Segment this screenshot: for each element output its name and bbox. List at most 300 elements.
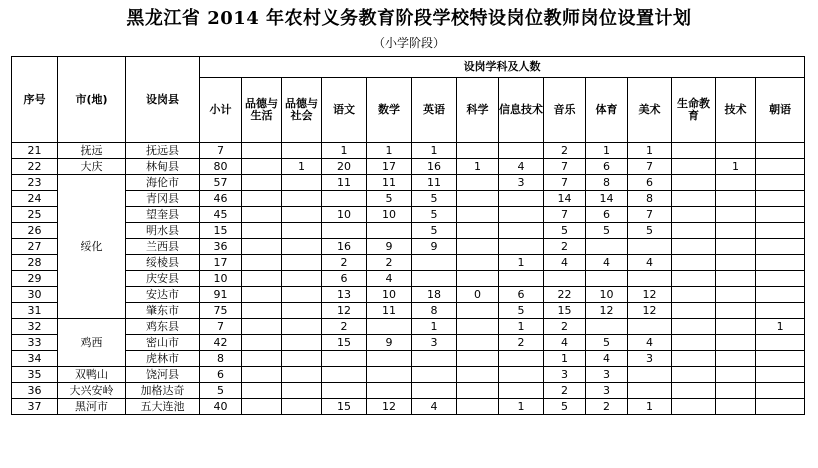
- cell-value: [457, 399, 499, 415]
- cell-value: [716, 271, 756, 287]
- cell-value: [282, 223, 322, 239]
- cell-value: [756, 287, 805, 303]
- cell-value: [457, 143, 499, 159]
- cell-value: 1: [282, 159, 322, 175]
- cell-value: [282, 191, 322, 207]
- cell-value: 15: [200, 223, 242, 239]
- cell-seq: 27: [12, 239, 58, 255]
- cell-value: 2: [544, 383, 586, 399]
- cell-value: [457, 191, 499, 207]
- cell-value: [499, 383, 544, 399]
- cell-county: 明水县: [126, 223, 200, 239]
- cell-value: [457, 303, 499, 319]
- cell-value: [367, 367, 412, 383]
- cell-value: 6: [322, 271, 367, 287]
- cell-value: 5: [544, 223, 586, 239]
- cell-value: [756, 399, 805, 415]
- cell-value: 9: [367, 335, 412, 351]
- cell-seq: 37: [12, 399, 58, 415]
- cell-value: 80: [200, 159, 242, 175]
- cell-county: 加格达奇: [126, 383, 200, 399]
- cell-value: 5: [628, 223, 672, 239]
- table-row: [12, 383, 805, 399]
- cell-value: 1: [628, 399, 672, 415]
- table-row: [12, 271, 805, 287]
- cell-value: [672, 223, 716, 239]
- cell-value: 15: [322, 399, 367, 415]
- cell-value: 36: [200, 239, 242, 255]
- cell-value: [672, 191, 716, 207]
- cell-county: 抚远县: [126, 143, 200, 159]
- cell-value: 7: [200, 319, 242, 335]
- cell-seq: 21: [12, 143, 58, 159]
- cell-value: 5: [412, 191, 457, 207]
- cell-value: 13: [322, 287, 367, 303]
- cell-value: [716, 399, 756, 415]
- cell-value: [756, 223, 805, 239]
- cell-value: 45: [200, 207, 242, 223]
- cell-value: [716, 335, 756, 351]
- cell-value: [756, 383, 805, 399]
- cell-value: [282, 399, 322, 415]
- cell-county: 青冈县: [126, 191, 200, 207]
- cell-value: [716, 223, 756, 239]
- cell-value: 11: [367, 303, 412, 319]
- cell-value: [672, 287, 716, 303]
- cell-value: 1: [412, 319, 457, 335]
- cell-value: [716, 143, 756, 159]
- cell-value: [628, 239, 672, 255]
- header-subject: 科学: [457, 78, 499, 143]
- cell-value: 16: [322, 239, 367, 255]
- cell-value: [457, 383, 499, 399]
- cell-value: [412, 255, 457, 271]
- cell-value: [282, 367, 322, 383]
- cell-value: 5: [412, 207, 457, 223]
- cell-value: 1: [499, 399, 544, 415]
- cell-value: 12: [586, 303, 628, 319]
- cell-value: 6: [200, 367, 242, 383]
- cell-value: [242, 159, 282, 175]
- header-subject: 语文: [322, 78, 367, 143]
- cell-value: [282, 319, 322, 335]
- cell-value: [499, 191, 544, 207]
- table-row: [12, 239, 805, 255]
- cell-value: [672, 335, 716, 351]
- cell-value: 1: [628, 143, 672, 159]
- cell-value: 7: [544, 159, 586, 175]
- cell-value: [716, 207, 756, 223]
- cell-value: 22: [544, 287, 586, 303]
- cell-seq: 30: [12, 287, 58, 303]
- cell-value: [586, 271, 628, 287]
- cell-value: [242, 351, 282, 367]
- cell-value: 15: [544, 303, 586, 319]
- cell-county: 海伦市: [126, 175, 200, 191]
- cell-value: 8: [586, 175, 628, 191]
- cell-value: 6: [499, 287, 544, 303]
- cell-value: [242, 207, 282, 223]
- cell-value: 6: [586, 159, 628, 175]
- cell-value: [672, 399, 716, 415]
- table-row: [12, 191, 805, 207]
- cell-value: [242, 367, 282, 383]
- cell-value: 5: [200, 383, 242, 399]
- cell-value: [322, 383, 367, 399]
- header-city: 市(地): [58, 57, 126, 143]
- cell-value: 1: [716, 159, 756, 175]
- cell-value: 91: [200, 287, 242, 303]
- cell-value: 1: [499, 255, 544, 271]
- cell-value: [282, 383, 322, 399]
- cell-value: [367, 383, 412, 399]
- cell-value: [756, 175, 805, 191]
- cell-value: 1: [322, 143, 367, 159]
- cell-seq: 22: [12, 159, 58, 175]
- cell-value: 3: [628, 351, 672, 367]
- cell-value: 12: [628, 303, 672, 319]
- cell-value: 8: [628, 191, 672, 207]
- cell-value: [756, 303, 805, 319]
- table-row: [12, 351, 805, 367]
- cell-value: [499, 143, 544, 159]
- cell-city: 大庆: [58, 159, 126, 175]
- cell-value: [628, 383, 672, 399]
- cell-value: 3: [586, 367, 628, 383]
- cell-county: 鸡东县: [126, 319, 200, 335]
- table-row: [12, 159, 805, 175]
- cell-value: [586, 239, 628, 255]
- header-subject: 生命教育: [672, 78, 716, 143]
- table-row: [12, 319, 805, 335]
- cell-value: 7: [544, 175, 586, 191]
- cell-value: 46: [200, 191, 242, 207]
- cell-value: 7: [544, 207, 586, 223]
- header-subject: 美术: [628, 78, 672, 143]
- cell-county: 虎林市: [126, 351, 200, 367]
- table-row: [12, 335, 805, 351]
- cell-city: 黑河市: [58, 399, 126, 415]
- cell-value: 6: [586, 207, 628, 223]
- cell-value: 5: [586, 335, 628, 351]
- cell-value: 2: [367, 255, 412, 271]
- cell-value: 2: [544, 143, 586, 159]
- cell-value: 10: [200, 271, 242, 287]
- cell-value: [282, 303, 322, 319]
- cell-value: [756, 367, 805, 383]
- cell-value: [672, 351, 716, 367]
- cell-value: [716, 367, 756, 383]
- cell-value: [672, 319, 716, 335]
- cell-value: [499, 367, 544, 383]
- cell-value: 4: [628, 335, 672, 351]
- cell-seq: 33: [12, 335, 58, 351]
- cell-value: 1: [544, 351, 586, 367]
- cell-seq: 29: [12, 271, 58, 287]
- cell-value: [282, 207, 322, 223]
- cell-county: 望奎县: [126, 207, 200, 223]
- cell-value: 2: [586, 399, 628, 415]
- cell-seq: 28: [12, 255, 58, 271]
- table-row: [12, 287, 805, 303]
- cell-value: 2: [322, 319, 367, 335]
- cell-value: 12: [322, 303, 367, 319]
- cell-value: [457, 239, 499, 255]
- cell-county: 肇东市: [126, 303, 200, 319]
- cell-value: [282, 271, 322, 287]
- table-row: [12, 303, 805, 319]
- cell-value: [457, 207, 499, 223]
- header-seq: 序号: [12, 57, 58, 143]
- cell-value: [457, 335, 499, 351]
- cell-value: [367, 351, 412, 367]
- cell-value: [242, 319, 282, 335]
- header-subject: 音乐: [544, 78, 586, 143]
- cell-value: [672, 383, 716, 399]
- cell-value: [322, 367, 367, 383]
- cell-value: [672, 239, 716, 255]
- cell-value: 20: [322, 159, 367, 175]
- cell-value: 3: [412, 335, 457, 351]
- cell-value: [457, 319, 499, 335]
- cell-value: 1: [756, 319, 805, 335]
- table-row: [12, 367, 805, 383]
- cell-value: [756, 351, 805, 367]
- cell-value: 5: [544, 399, 586, 415]
- cell-value: 10: [367, 287, 412, 303]
- cell-value: [242, 191, 282, 207]
- table-row: [12, 175, 805, 191]
- cell-value: 10: [322, 207, 367, 223]
- cell-value: 0: [457, 287, 499, 303]
- cell-value: [412, 271, 457, 287]
- cell-value: [672, 207, 716, 223]
- cell-value: 6: [628, 175, 672, 191]
- cell-county: 林甸县: [126, 159, 200, 175]
- cell-value: [672, 143, 716, 159]
- cell-value: [457, 271, 499, 287]
- cell-value: [457, 351, 499, 367]
- header-subject: 品德与社会: [282, 78, 322, 143]
- cell-value: 4: [544, 335, 586, 351]
- cell-county: 绥棱县: [126, 255, 200, 271]
- cell-value: [242, 303, 282, 319]
- cell-value: [499, 207, 544, 223]
- cell-seq: 32: [12, 319, 58, 335]
- document-title: 黑龙江省 2014 年农村义务教育阶段学校特设岗位教师岗位设置计划: [126, 8, 692, 29]
- cell-value: [756, 191, 805, 207]
- cell-value: 14: [586, 191, 628, 207]
- cell-value: [756, 255, 805, 271]
- cell-value: 2: [544, 319, 586, 335]
- cell-county: 庆安县: [126, 271, 200, 287]
- cell-value: [716, 255, 756, 271]
- cell-value: 7: [200, 143, 242, 159]
- cell-value: 2: [322, 255, 367, 271]
- cell-value: [716, 351, 756, 367]
- header-subject: 技术: [716, 78, 756, 143]
- cell-value: 4: [628, 255, 672, 271]
- cell-value: [242, 143, 282, 159]
- cell-value: 5: [586, 223, 628, 239]
- cell-value: [282, 239, 322, 255]
- cell-value: 8: [200, 351, 242, 367]
- cell-value: [322, 191, 367, 207]
- header-subject: 数学: [367, 78, 412, 143]
- cell-value: [282, 335, 322, 351]
- cell-value: [756, 271, 805, 287]
- cell-seq: 25: [12, 207, 58, 223]
- cell-value: [672, 175, 716, 191]
- cell-value: 11: [367, 175, 412, 191]
- table-row: [12, 223, 805, 239]
- cell-seq: 23: [12, 175, 58, 191]
- cell-value: 4: [367, 271, 412, 287]
- cell-value: 5: [412, 223, 457, 239]
- cell-value: 18: [412, 287, 457, 303]
- cell-value: [628, 367, 672, 383]
- cell-value: [282, 351, 322, 367]
- cell-value: 2: [499, 335, 544, 351]
- cell-city: 鸡西: [58, 319, 126, 367]
- header-subject-group: 设岗学科及人数: [200, 57, 805, 78]
- header-subject: 体育: [586, 78, 628, 143]
- cell-value: 11: [412, 175, 457, 191]
- cell-value: 10: [367, 207, 412, 223]
- header-county: 设岗县: [126, 57, 200, 143]
- cell-value: 57: [200, 175, 242, 191]
- cell-value: 1: [412, 143, 457, 159]
- header-subject: 朝语: [756, 78, 805, 143]
- cell-value: 12: [367, 399, 412, 415]
- table-row: [12, 207, 805, 223]
- cell-value: [756, 207, 805, 223]
- cell-value: 7: [628, 159, 672, 175]
- cell-value: [672, 367, 716, 383]
- cell-value: [242, 175, 282, 191]
- table-row: [12, 143, 805, 159]
- header-subject: 英语: [412, 78, 457, 143]
- cell-county: 五大连池: [126, 399, 200, 415]
- cell-value: 15: [322, 335, 367, 351]
- cell-value: 3: [499, 175, 544, 191]
- cell-value: 17: [367, 159, 412, 175]
- cell-value: 4: [412, 399, 457, 415]
- cell-value: [367, 319, 412, 335]
- cell-value: 10: [586, 287, 628, 303]
- cell-value: [282, 287, 322, 303]
- cell-value: [412, 383, 457, 399]
- header-subject: 信息技术: [499, 78, 544, 143]
- cell-value: [282, 255, 322, 271]
- table-row: [12, 399, 805, 415]
- cell-value: [242, 223, 282, 239]
- cell-value: [457, 255, 499, 271]
- cell-value: [716, 319, 756, 335]
- cell-value: 1: [457, 159, 499, 175]
- cell-value: 1: [367, 143, 412, 159]
- cell-value: 42: [200, 335, 242, 351]
- cell-value: [672, 271, 716, 287]
- cell-value: 75: [200, 303, 242, 319]
- cell-value: [367, 223, 412, 239]
- cell-value: [412, 351, 457, 367]
- cell-value: [628, 319, 672, 335]
- cell-value: [756, 239, 805, 255]
- document-subtitle: （小学阶段）: [372, 36, 445, 50]
- cell-value: 4: [586, 351, 628, 367]
- cell-value: 4: [586, 255, 628, 271]
- cell-value: 16: [412, 159, 457, 175]
- cell-seq: 36: [12, 383, 58, 399]
- cell-value: [242, 255, 282, 271]
- cell-value: [412, 367, 457, 383]
- cell-value: [672, 303, 716, 319]
- cell-city: 抚远: [58, 143, 126, 159]
- cell-seq: 24: [12, 191, 58, 207]
- cell-value: [628, 271, 672, 287]
- cell-value: [282, 143, 322, 159]
- cell-value: 9: [367, 239, 412, 255]
- cell-value: 1: [586, 143, 628, 159]
- cell-seq: 26: [12, 223, 58, 239]
- teacher-post-table: [11, 56, 805, 415]
- cell-county: 兰西县: [126, 239, 200, 255]
- cell-value: 1: [499, 319, 544, 335]
- cell-value: [672, 159, 716, 175]
- cell-value: [242, 287, 282, 303]
- cell-value: 8: [412, 303, 457, 319]
- cell-value: [242, 335, 282, 351]
- cell-value: [242, 399, 282, 415]
- cell-county: 密山市: [126, 335, 200, 351]
- header-subject: 小计: [200, 78, 242, 143]
- cell-value: [716, 287, 756, 303]
- cell-value: [499, 223, 544, 239]
- cell-value: 11: [322, 175, 367, 191]
- cell-value: [672, 255, 716, 271]
- cell-value: 5: [367, 191, 412, 207]
- cell-value: [242, 383, 282, 399]
- cell-value: [242, 239, 282, 255]
- cell-value: [242, 271, 282, 287]
- cell-value: [716, 175, 756, 191]
- cell-value: [716, 383, 756, 399]
- header-subject: 品德与生活: [242, 78, 282, 143]
- cell-value: 3: [544, 367, 586, 383]
- cell-value: [457, 175, 499, 191]
- cell-value: [282, 175, 322, 191]
- cell-value: [756, 335, 805, 351]
- cell-value: 17: [200, 255, 242, 271]
- cell-value: 14: [544, 191, 586, 207]
- cell-value: 7: [628, 207, 672, 223]
- table-row: [12, 255, 805, 271]
- cell-value: [756, 159, 805, 175]
- cell-value: [499, 271, 544, 287]
- cell-value: 3: [586, 383, 628, 399]
- cell-county: 安达市: [126, 287, 200, 303]
- cell-value: [544, 271, 586, 287]
- cell-city: 绥化: [58, 175, 126, 319]
- cell-value: 40: [200, 399, 242, 415]
- cell-seq: 35: [12, 367, 58, 383]
- cell-city: 双鸭山: [58, 367, 126, 383]
- cell-value: [716, 303, 756, 319]
- cell-value: [499, 351, 544, 367]
- cell-value: 5: [499, 303, 544, 319]
- cell-value: 12: [628, 287, 672, 303]
